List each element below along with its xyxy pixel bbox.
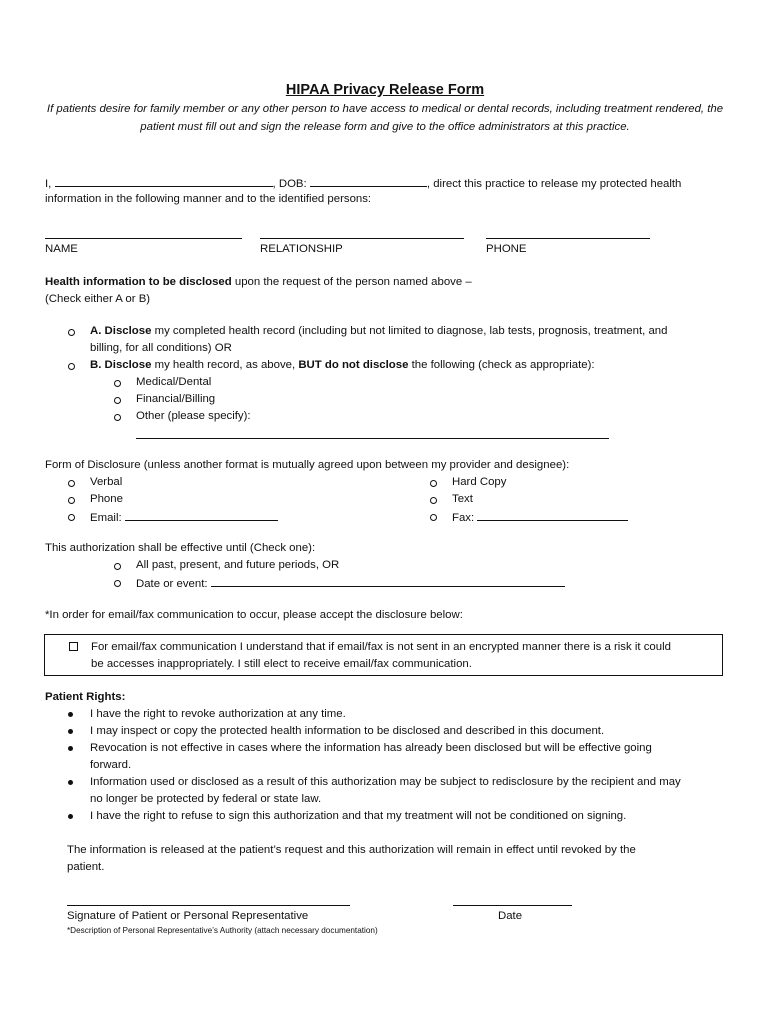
signature-label: Signature of Patient or Personal Representative: [67, 910, 309, 922]
option-a-line-2: billing, for all conditions) OR: [90, 342, 232, 354]
other-specify-line[interactable]: [136, 438, 609, 439]
date-event-radio[interactable]: [114, 580, 121, 587]
verbal-radio[interactable]: [68, 480, 75, 487]
right-item-3: Revocation is not effective in cases where the information has already been disclosed but will be effective going: [90, 742, 652, 754]
closing-line-1: The information is released at the patient’s request and this authorization will remain in effect until revoked by the: [67, 844, 636, 856]
date-event-blank[interactable]: [211, 574, 565, 587]
date-event-label: Date or event:: [136, 578, 208, 590]
fax-blank[interactable]: [477, 508, 628, 521]
name-blank[interactable]: [55, 174, 273, 187]
right-item-4: Information used or disclosed as a result of this authorization may be subject to redisclosure by the recipient and may: [90, 776, 681, 788]
relationship-signature-line[interactable]: [260, 238, 464, 239]
name-label: NAME: [45, 243, 78, 255]
sub-option-financial-radio[interactable]: [114, 397, 121, 404]
right-item-4-cont: no longer be protected by federal or state law.: [90, 793, 322, 805]
date-label: Date: [498, 910, 523, 922]
i-label: I,: [45, 178, 52, 190]
sub-option-medical-radio[interactable]: [114, 380, 121, 387]
hard-copy-radio[interactable]: [430, 480, 437, 487]
text-label: Text: [452, 493, 473, 505]
text-radio[interactable]: [430, 497, 437, 504]
email-blank[interactable]: [125, 508, 278, 521]
sub-option-other-radio[interactable]: [114, 414, 121, 421]
phone-signature-line[interactable]: [486, 238, 650, 239]
health-info-heading-bold: Health information to be disclosed: [45, 276, 232, 288]
phone-option-label: Phone: [90, 493, 123, 505]
fax-radio[interactable]: [430, 514, 437, 521]
option-b-line: [90, 357, 595, 374]
phone-label: PHONE: [486, 243, 527, 255]
authorization-heading: This authorization shall be effective until (Check one):: [45, 542, 316, 554]
option-a-text: my completed health record (including but not limited to diagnose, lab tests, prognosis, treatment, and: [151, 325, 668, 337]
name-signature-line[interactable]: [45, 238, 242, 239]
date-line[interactable]: [453, 905, 572, 906]
hard-copy-label: Hard Copy: [452, 476, 507, 488]
right-item-2: I may inspect or copy the protected health information to be disclosed and described in this document.: [90, 725, 605, 737]
all-periods-label: All past, present, and future periods, OR: [136, 559, 340, 571]
bullet-icon: [68, 712, 73, 717]
sub-option-medical-label: Medical/Dental: [136, 376, 212, 388]
disclosure-form-heading: Form of Disclosure (unless another format is mutually agreed upon between my provider and designee):: [45, 459, 570, 471]
fax-label: Fax:: [452, 512, 475, 524]
date-event-option: [136, 574, 565, 593]
health-info-heading: [45, 274, 472, 291]
option-a-bold: A. Disclose: [90, 325, 152, 337]
option-a-line-1: [90, 323, 667, 340]
email-radio[interactable]: [68, 514, 75, 521]
bullet-icon: [68, 746, 73, 751]
right-item-3-cont: forward.: [90, 759, 132, 771]
intro-text: If patients desire for family member or any other person to have access to medical or dental records, including treatment rendered, the patient must fill out and sign the release form and give to the office administrators at this practice.: [46, 103, 724, 133]
right-item-5: I have the right to refuse to sign this authorization and that my treatment will not be conditioned on signing.: [90, 810, 627, 822]
patient-rights-heading: Patient Rights:: [45, 691, 126, 703]
representative-footnote: *Description of Personal Representative’s Authority (attach necessary documentation): [67, 926, 378, 935]
dob-blank[interactable]: [310, 174, 427, 187]
email-consent-line-1: For email/fax communication I understand that if email/fax is not sent in an encrypted manner there is a risk it could: [91, 641, 671, 653]
email-label: Email:: [90, 512, 122, 524]
all-periods-radio[interactable]: [114, 563, 121, 570]
health-info-heading-rest: upon the request of the person named above –: [231, 276, 472, 288]
option-b-radio[interactable]: [68, 363, 75, 370]
option-b-rest: the following (check as appropriate):: [408, 359, 595, 371]
relationship-label: RELATIONSHIP: [260, 243, 343, 255]
statement-line-2: information in the following manner and to the identified persons:: [45, 193, 372, 205]
email-consent-checkbox[interactable]: [69, 642, 78, 651]
verbal-label: Verbal: [90, 476, 123, 488]
sub-option-other-label: Other (please specify):: [136, 410, 251, 422]
closing-line-2: patient.: [67, 861, 105, 873]
dob-label: , DOB:: [272, 178, 307, 190]
bullet-icon: [68, 780, 73, 785]
health-info-instruction: (Check either A or B): [45, 293, 151, 305]
sub-option-financial-label: Financial/Billing: [136, 393, 216, 405]
page-title: HIPAA Privacy Release Form: [285, 82, 485, 98]
email-consent-line-2: be accesses inappropriately. I still elect to receive email/fax communication.: [91, 658, 472, 670]
bullet-icon: [68, 814, 73, 819]
fax-option: [452, 508, 628, 527]
right-item-1: I have the right to revoke authorization at any time.: [90, 708, 346, 720]
email-option: [90, 508, 278, 527]
bullet-icon: [68, 729, 73, 734]
email-notice-intro: *In order for email/fax communication to occur, please accept the disclosure below:: [45, 609, 463, 621]
option-b-bold2: BUT do not disclose: [298, 359, 409, 371]
option-b-bold: B. Disclose: [90, 359, 152, 371]
option-a-radio[interactable]: [68, 329, 75, 336]
option-b-mid: my health record, as above,: [151, 359, 299, 371]
phone-radio[interactable]: [68, 497, 75, 504]
signature-line[interactable]: [67, 905, 350, 906]
direct-text: , direct this practice to release my protected health: [426, 178, 682, 190]
